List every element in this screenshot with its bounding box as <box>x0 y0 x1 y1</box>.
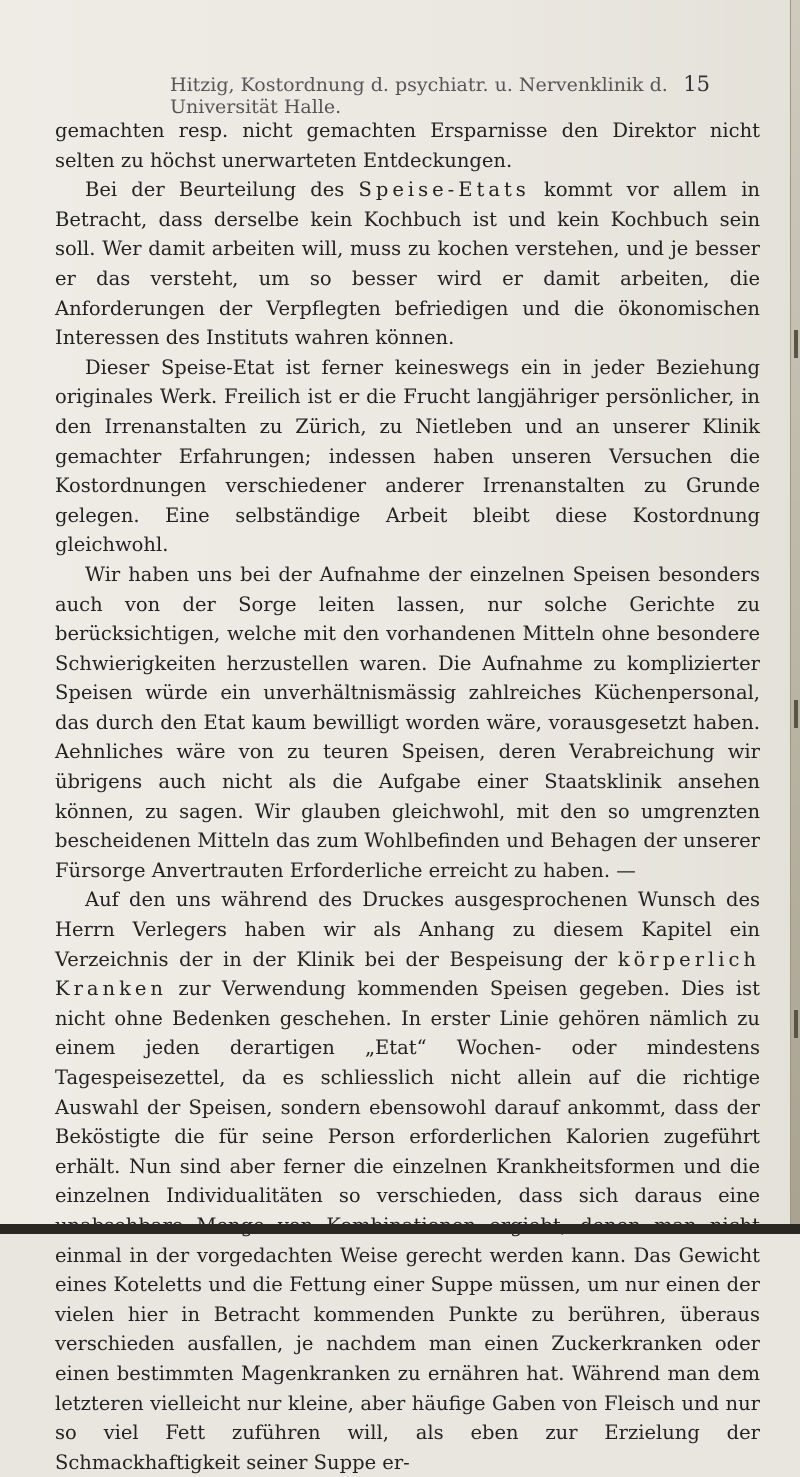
paragraph-2 <box>55 175 760 353</box>
paragraph-text: Wir haben uns bei der Aufnahme der einzelnen Speisen besonders auch von der Sorge leiten lassen, nur solche Gerichte zu berücksichtigen, welche mit den vorhandenen Mitteln ohne besondere Schwierigkeiten herzustellen waren. Die Aufnahme zu komplizierter Speisen würde ein unverhältnismässig zahlreiches Küchenpersonal, das durch den Etat kaum bewilligt worden wäre, vorausgesetzt haben. Aehnliches wäre von zu teuren Speisen, deren Verabreichung wir übrigens auch nicht als die Aufgabe einer Staatsklinik ansehen können, zu sagen. Wir glauben gleichwohl, mit den so umgrenzten bescheidenen Mitteln das zum Wohlbefinden und Behagen der unserer Fürsorge Anvertrauten Erforderliche erreicht zu haben. — <box>55 562 760 882</box>
paragraph-5 <box>55 885 760 1477</box>
paragraph-3 <box>55 353 760 560</box>
paragraph-1 <box>55 116 760 175</box>
spaced-emphasis: Speise-Etats <box>358 178 530 202</box>
edge-shadow <box>794 1010 798 1038</box>
running-title: Hitzig, Kostordnung d. psychiatr. u. Nervenklinik d. Universität Halle. <box>170 74 668 118</box>
spaced-emphasis: körperlich Kranken <box>55 947 760 1001</box>
page-edge <box>790 0 800 1234</box>
edge-shadow <box>794 330 798 358</box>
scan-bottom-border <box>0 1224 800 1234</box>
page-number: 15 <box>683 72 710 96</box>
running-header <box>170 72 710 118</box>
paragraph-text: Dieser Speise-Etat ist ferner keineswegs ein in jeder Beziehung originales Werk. Freilich ist er die Frucht langjähriger persönlicher, in den Irrenanstalten zu Zürich, zu Nietleben und an unserer Klinik gemachter Erfahrungen; indessen haben unseren Versuchen die Kostordnungen verschiedener anderer Irrenanstalten zu Grunde gelegen. Eine selbständige Arbeit bleibt diese Kostordnung gleichwohl. <box>55 355 760 557</box>
edge-shadow <box>794 700 798 728</box>
paragraph-text: kommt vor allem in Betracht, dass derselbe kein Kochbuch ist und kein Kochbuch sein soll. Wer damit arbeiten will, muss zu kochen verstehen, und je besser er das versteht, um so besser wird er damit arbeiten, die Anforderungen der Verpflegten befriedigen und die ökonomischen Interessen des Instituts wahren können. <box>55 178 760 350</box>
paragraph-text: Auf den uns während des Druckes ausgesprochenen Wunsch des Herrn Verlegers haben wir als Anhang zu diesem Kapitel ein Verzeichnis der in der Klinik bei der Bespeisung der <box>55 888 760 971</box>
paragraph-4 <box>55 560 760 886</box>
body-text <box>55 116 760 1477</box>
paragraph-text: Bei der Beurteilung des <box>85 178 359 202</box>
paragraph-text: zur Verwendung kommenden Speisen gegeben. Dies ist nicht ohne Bedenken geschehen. In erster Linie gehören nämlich zu einem jeden derartigen „Etat“ Wochen- oder mindestens Tagespeisezettel, da es schliesslich nicht allein auf die richtige Auswahl der Speisen, sondern ebensowohl darauf ankommt, dass der Beköstigte die für seine Person erforderlichen Kalorien zugeführt erhält. Nun sind aber ferner die einzelnen Krankheitsformen und die einzelnen Individualitäten so verschieden, dass sich daraus eine einmal in der vorgedachten Weise gerecht werden kann. Das Gewicht eines Koteletts und die Fettung einer Suppe müssen, um nur einen der vielen hier in Betracht kommenden Punkte zu berühren, überaus verschieden ausfallen, je nachdem man einen Zuckerkranken oder einen bestimmten Magenkranken zu ernähren hat. Während man dem letzteren vielleicht nur kleine, aber häufige Gaben von Fleisch und nur so viel Fett zuführen will, als eben zur Erzielung der Schmackhaftigkeit seiner Suppe er- <box>55 977 760 1474</box>
paragraph-text: gemachten resp. nicht gemachten Ersparnisse den Direktor nicht selten zu höchst unerwarteten Entdeckungen. <box>55 119 760 172</box>
